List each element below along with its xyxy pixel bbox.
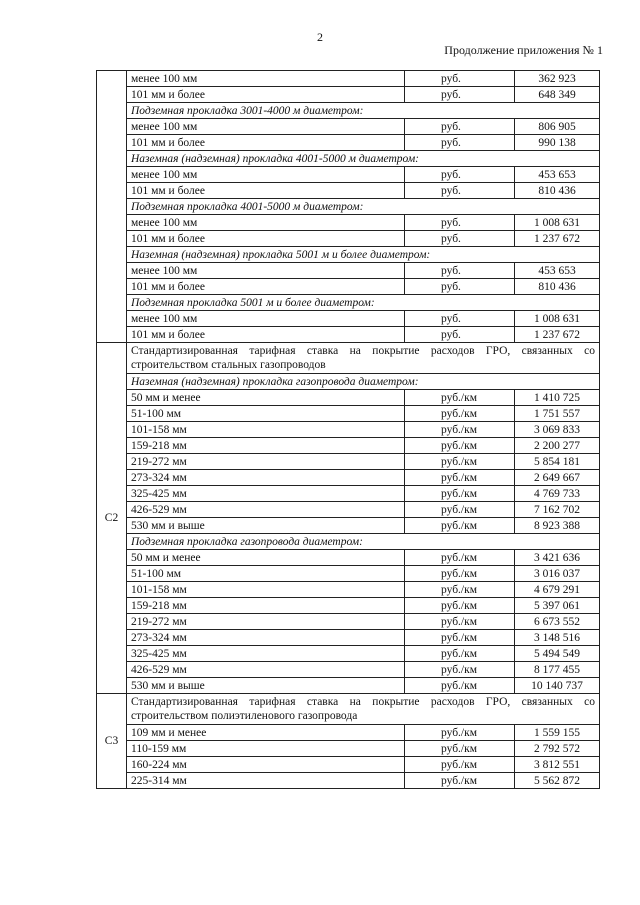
table-row: [97, 151, 600, 167]
table-row: [97, 87, 600, 103]
row-unit: руб.: [405, 215, 515, 231]
row-value: 453 653: [515, 167, 600, 183]
row-value: 1 559 155: [515, 725, 600, 741]
row-unit: руб.: [405, 311, 515, 327]
table-row: [97, 518, 600, 534]
table-row: [97, 470, 600, 486]
section-title: Наземная (надземная) прокладка газопровода диаметром:: [127, 374, 600, 390]
row-label: 426-529 мм: [127, 502, 405, 518]
row-value: 7 162 702: [515, 502, 600, 518]
row-label: 101 мм и более: [127, 231, 405, 247]
group-code: С2: [97, 343, 127, 694]
row-unit: руб./км: [405, 390, 515, 406]
row-label: 159-218 мм: [127, 438, 405, 454]
row-unit: руб./км: [405, 438, 515, 454]
row-value: 1 751 557: [515, 406, 600, 422]
row-unit: руб.: [405, 263, 515, 279]
row-label: 101 мм и более: [127, 327, 405, 343]
table-row: [97, 534, 600, 550]
row-label: 101 мм и более: [127, 87, 405, 103]
row-value: 4 769 733: [515, 486, 600, 502]
table-row: [97, 311, 600, 327]
row-value: 810 436: [515, 279, 600, 295]
row-label: 109 мм и менее: [127, 725, 405, 741]
group-code: С3: [97, 694, 127, 789]
row-value: 1 410 725: [515, 390, 600, 406]
row-value: 3 421 636: [515, 550, 600, 566]
section-title: Подземная прокладка 4001-5000 м диаметром:: [127, 199, 600, 215]
row-value: 2 649 667: [515, 470, 600, 486]
row-label: менее 100 мм: [127, 263, 405, 279]
row-label: 101-158 мм: [127, 582, 405, 598]
table-row: [97, 630, 600, 646]
row-value: 1 008 631: [515, 215, 600, 231]
row-value: 3 148 516: [515, 630, 600, 646]
row-label: менее 100 мм: [127, 311, 405, 327]
row-label: 50 мм и менее: [127, 550, 405, 566]
row-unit: руб.: [405, 71, 515, 87]
table-row: [97, 263, 600, 279]
table-row: [97, 295, 600, 311]
row-unit: руб.: [405, 119, 515, 135]
row-unit: руб.: [405, 279, 515, 295]
table-row: [97, 279, 600, 295]
table-row: [97, 215, 600, 231]
table-row: [97, 566, 600, 582]
table-row: [97, 183, 600, 199]
row-unit: руб./км: [405, 518, 515, 534]
row-label: менее 100 мм: [127, 119, 405, 135]
section-title: Подземная прокладка 5001 м и более диаметром:: [127, 295, 600, 311]
table-row: [97, 71, 600, 87]
row-value: 1 237 672: [515, 231, 600, 247]
table-row: [97, 773, 600, 789]
page-number: 2: [317, 30, 323, 44]
row-value: 3 016 037: [515, 566, 600, 582]
row-unit: руб.: [405, 183, 515, 199]
table-row: [97, 343, 600, 374]
row-value: 10 140 737: [515, 678, 600, 694]
row-unit: руб.: [405, 327, 515, 343]
row-unit: руб./км: [405, 662, 515, 678]
row-label: 51-100 мм: [127, 406, 405, 422]
table-row: [97, 422, 600, 438]
row-label: 159-218 мм: [127, 598, 405, 614]
row-unit: руб./км: [405, 550, 515, 566]
row-unit: руб.: [405, 87, 515, 103]
table-row: [97, 646, 600, 662]
row-label: 101 мм и более: [127, 135, 405, 151]
row-unit: руб./км: [405, 502, 515, 518]
table-row: [97, 662, 600, 678]
row-label: 273-324 мм: [127, 630, 405, 646]
table-row: [97, 725, 600, 741]
section-title: Подземная прокладка газопровода диаметром:: [127, 534, 600, 550]
row-label: 325-425 мм: [127, 486, 405, 502]
tariff-table: [96, 70, 600, 789]
table-row: [97, 327, 600, 343]
table-row: [97, 502, 600, 518]
row-value: 990 138: [515, 135, 600, 151]
row-value: 648 349: [515, 87, 600, 103]
row-label: менее 100 мм: [127, 215, 405, 231]
row-value: 1 237 672: [515, 327, 600, 343]
table-row: [97, 582, 600, 598]
row-unit: руб./км: [405, 614, 515, 630]
tariff-table-body: [97, 71, 600, 789]
table-row: [97, 103, 600, 119]
row-unit: руб./км: [405, 454, 515, 470]
section-title: Наземная (надземная) прокладка 4001-5000 м диаметром:: [127, 151, 600, 167]
row-label: 101-158 мм: [127, 422, 405, 438]
table-row: [97, 199, 600, 215]
table-row: [97, 406, 600, 422]
table-row: [97, 119, 600, 135]
table-row: [97, 757, 600, 773]
row-value: 6 673 552: [515, 614, 600, 630]
row-value: 5 854 181: [515, 454, 600, 470]
row-label: менее 100 мм: [127, 71, 405, 87]
table-row: [97, 231, 600, 247]
row-value: 1 008 631: [515, 311, 600, 327]
section-title: Наземная (надземная) прокладка 5001 м и более диаметром:: [127, 247, 600, 263]
row-label: 219-272 мм: [127, 454, 405, 470]
row-unit: руб./км: [405, 741, 515, 757]
row-label: 325-425 мм: [127, 646, 405, 662]
row-value: 8 177 455: [515, 662, 600, 678]
row-value: 2 792 572: [515, 741, 600, 757]
table-row: [97, 694, 600, 725]
row-unit: руб./км: [405, 757, 515, 773]
row-label: 50 мм и менее: [127, 390, 405, 406]
row-value: 362 923: [515, 71, 600, 87]
table-row: [97, 247, 600, 263]
row-label: 273-324 мм: [127, 470, 405, 486]
row-value: 453 653: [515, 263, 600, 279]
row-label: 219-272 мм: [127, 614, 405, 630]
row-unit: руб./км: [405, 486, 515, 502]
table-row: [97, 135, 600, 151]
row-value: 5 562 872: [515, 773, 600, 789]
row-unit: руб./км: [405, 422, 515, 438]
row-unit: руб./км: [405, 582, 515, 598]
row-unit: руб./км: [405, 773, 515, 789]
row-label: 530 мм и выше: [127, 678, 405, 694]
row-label: 530 мм и выше: [127, 518, 405, 534]
row-label: 51-100 мм: [127, 566, 405, 582]
row-unit: руб./км: [405, 630, 515, 646]
group-code: [97, 71, 127, 343]
table-row: [97, 438, 600, 454]
row-label: менее 100 мм: [127, 167, 405, 183]
table-row: [97, 167, 600, 183]
row-unit: руб.: [405, 231, 515, 247]
row-value: 5 397 061: [515, 598, 600, 614]
table-row: [97, 390, 600, 406]
row-value: 4 679 291: [515, 582, 600, 598]
row-value: 3 069 833: [515, 422, 600, 438]
table-row: [97, 374, 600, 390]
row-value: 3 812 551: [515, 757, 600, 773]
row-unit: руб./км: [405, 725, 515, 741]
table-row: [97, 678, 600, 694]
table-row: [97, 550, 600, 566]
row-unit: руб./км: [405, 646, 515, 662]
row-label: 160-224 мм: [127, 757, 405, 773]
row-value: 5 494 549: [515, 646, 600, 662]
row-unit: руб./км: [405, 470, 515, 486]
section-title: Подземная прокладка 3001-4000 м диаметром:: [127, 103, 600, 119]
table-row: [97, 741, 600, 757]
table-row: [97, 598, 600, 614]
continuation-label: Продолжение приложения № 1: [444, 43, 603, 57]
row-value: 810 436: [515, 183, 600, 199]
row-value: 8 923 388: [515, 518, 600, 534]
row-unit: руб./км: [405, 406, 515, 422]
row-unit: руб./км: [405, 566, 515, 582]
row-label: 101 мм и более: [127, 183, 405, 199]
row-value: 806 905: [515, 119, 600, 135]
row-unit: руб./км: [405, 598, 515, 614]
group-heading: Стандартизированная тарифная ставка на покрытие расходов ГРО, связанных со строительством полиэтиленового газопровода: [127, 694, 600, 725]
row-unit: руб./км: [405, 678, 515, 694]
group-heading: Стандартизированная тарифная ставка на покрытие расходов ГРО, связанных со строительством стальных газопроводов: [127, 343, 600, 374]
row-unit: руб.: [405, 135, 515, 151]
row-value: 2 200 277: [515, 438, 600, 454]
row-label: 426-529 мм: [127, 662, 405, 678]
row-label: 110-159 мм: [127, 741, 405, 757]
table-row: [97, 614, 600, 630]
row-unit: руб.: [405, 167, 515, 183]
table-row: [97, 454, 600, 470]
table-row: [97, 486, 600, 502]
row-label: 101 мм и более: [127, 279, 405, 295]
row-label: 225-314 мм: [127, 773, 405, 789]
